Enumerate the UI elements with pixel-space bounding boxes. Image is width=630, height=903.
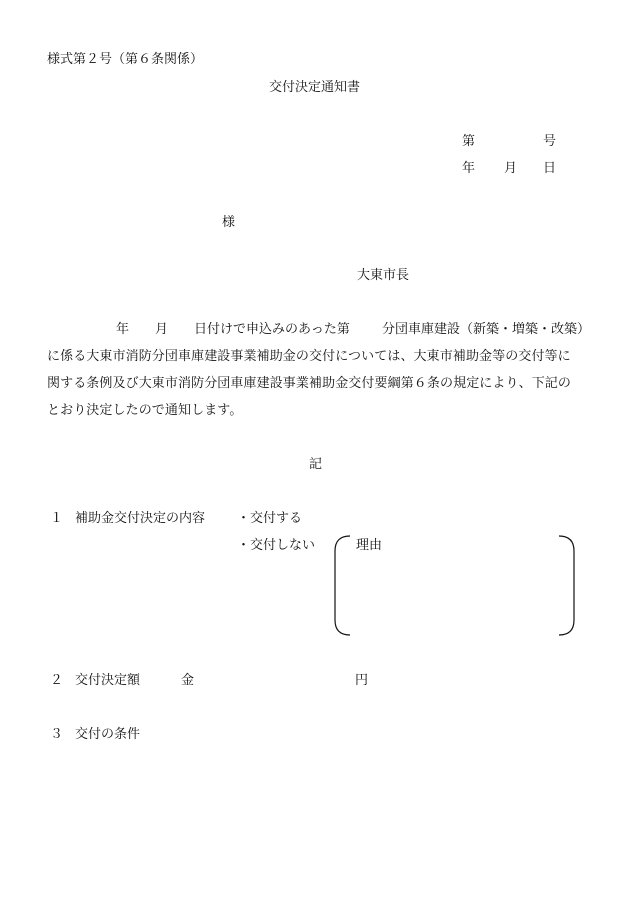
body-line-3: 関する条例及び大東市消防分団車庫建設事業補助金交付要綱第６条の規定により、下記の <box>47 376 572 391</box>
body-line-2: に係る大東市消防分団車庫建設事業補助金の交付については、大東市補助金等の交付等に <box>47 349 571 364</box>
body-day-text: 日付けで申込みのあった第 <box>194 322 350 337</box>
item1-number: １ <box>50 511 64 526</box>
doc-number-suffix: 号 <box>543 134 557 149</box>
item2-yen: 円 <box>355 673 369 688</box>
date-year: 年 <box>462 161 476 176</box>
item2-kin: 金 <box>181 673 195 688</box>
doc-number-prefix: 第 <box>462 134 476 149</box>
document-title: 交付決定通知書 <box>269 80 361 95</box>
item3-label: 交付の条件 <box>75 727 141 742</box>
item3-number: ３ <box>50 727 64 742</box>
reason-bracket-left <box>335 536 350 635</box>
form-number: 様式第２号（第６条関係） <box>47 52 204 67</box>
item1-option-yes: ・交付する <box>237 511 303 526</box>
body-year: 年 <box>116 322 130 337</box>
reason-label: 理由 <box>356 538 383 553</box>
ki-heading: 記 <box>309 457 323 472</box>
item2-number: ２ <box>50 673 64 688</box>
body-line1-rest: 分団車庫建設（新築・増築・改築） <box>382 322 591 337</box>
item1-label: 補助金交付決定の内容 <box>75 511 206 526</box>
body-line-4: とおり決定したので通知します。 <box>47 403 243 418</box>
reason-bracket-right <box>559 536 574 635</box>
recipient-honorific: 様 <box>222 215 236 230</box>
issuer-name: 大東市長 <box>357 268 410 283</box>
body-month: 月 <box>155 322 169 337</box>
item1-option-no: ・交付しない <box>237 538 316 553</box>
date-month: 月 <box>504 161 518 176</box>
date-day: 日 <box>543 161 557 176</box>
reason-bracket <box>330 534 580 638</box>
item2-label: 交付決定額 <box>75 673 141 688</box>
